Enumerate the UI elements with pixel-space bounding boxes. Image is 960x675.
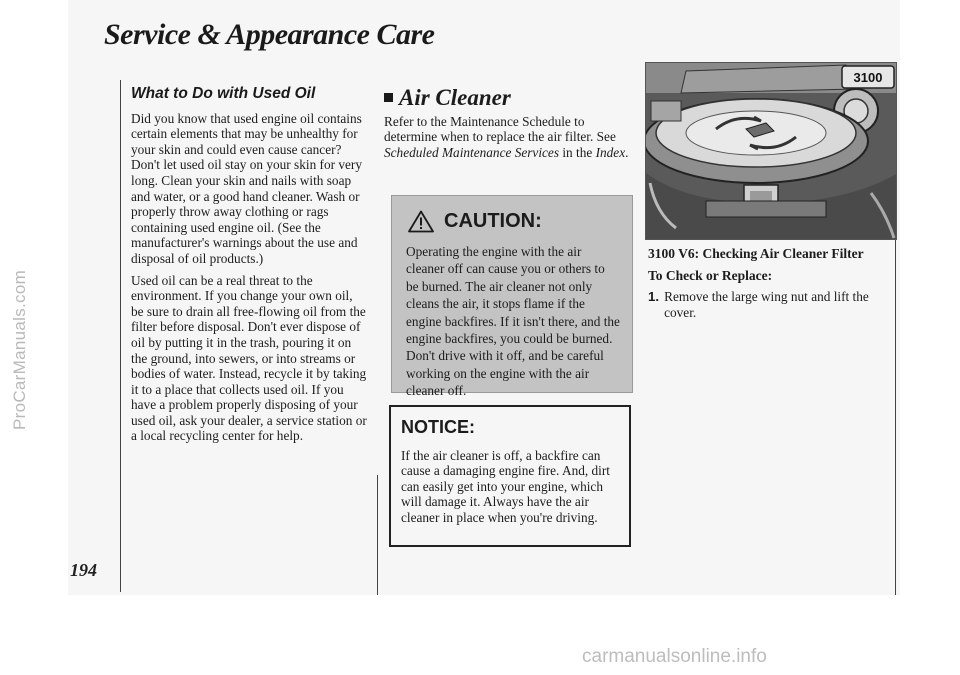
caution-text: Operating the engine with the air cleaner off can cause you or others to be burned. The air cleaner not only cleans the air, it stops flame if the engine backfires. If it isn't there, and the engine backfires, you could be burned. Don't drive with it off, and be careful working on the engine with the air cleaner off. (406, 244, 620, 399)
square-bullet-icon (384, 93, 393, 102)
page-title: Service & Appearance Care (104, 18, 435, 51)
index-reference: Index (595, 144, 626, 160)
page-number: 194 (70, 560, 97, 580)
intro-suffix: . (625, 144, 629, 160)
used-oil-paragraph-1: Did you know that used engine oil contains certain elements that may be unhealthy for your skin and could even cause cancer? Don't let used oil stay on your skin for very long. Clean your skin and nails with soap and water, or a good hand cleaner. Wash or properly throw away clothing or rags containing used engine oil. (See the manufacturer's warnings about the use and disposal of oil products.) (131, 110, 362, 266)
notice-text: If the air cleaner is off, a backfire can cause a damaging engine fire. And, dirt can easily get into your engine, which will damage it. Always have the air cleaner in place when you're driving. (401, 448, 610, 525)
bottom-watermark: carmanualsonline.info (582, 646, 767, 667)
intro-mid: in the (559, 144, 596, 160)
left-margin-rule (120, 80, 121, 592)
air-cleaner-heading-text: Air Cleaner (399, 85, 511, 110)
step-text: Remove the large wing nut and lift the cover. (664, 289, 869, 320)
procedure-heading: To Check or Replace: (648, 267, 773, 283)
engine-air-cleaner-illustration (646, 63, 897, 240)
intro-prefix: Refer to the Maintenance Schedule to determine when to replace the air filter. See (384, 113, 616, 145)
caution-label: CAUTION: (444, 210, 542, 232)
air-cleaner-figure (645, 62, 897, 240)
notice-box (389, 405, 631, 547)
warning-triangle-icon (408, 210, 434, 233)
caution-box (391, 195, 633, 399)
figure-caption: 3100 V6: Checking Air Cleaner Filter (648, 246, 864, 261)
scheduled-maintenance-reference: Scheduled Maintenance Services (384, 144, 560, 160)
air-cleaner-section (384, 85, 632, 166)
side-watermark: ProCarManuals.com (10, 269, 29, 430)
used-oil-paragraph-2: Used oil can be a real threat to the environment. If you change your own oil, be sure to drain all free-flowing oil from the filter before disposal. Don't ever dispose of oil by putting it in the trash, pouring it on the ground, into sewers, or into streams or bodies of water. Instead, recycle it by taking it to a place that collects used oil. If you have a problem properly disposing of your used oil, ask your dealer, a service station or a local recycling center for help. (131, 272, 367, 444)
column-rule-middle (377, 475, 378, 595)
step-number: 1. (648, 289, 660, 305)
procedure-step-1 (648, 289, 898, 320)
used-oil-section (131, 86, 367, 450)
notice-title: NOTICE: (401, 417, 475, 437)
air-cleaner-intro (384, 114, 632, 161)
air-cleaner-heading (384, 85, 632, 110)
caution-title (408, 210, 620, 233)
used-oil-heading: What to Do with Used Oil (131, 85, 316, 102)
procedure-section (648, 246, 898, 320)
engine-badge-label: 3100 (853, 70, 883, 85)
